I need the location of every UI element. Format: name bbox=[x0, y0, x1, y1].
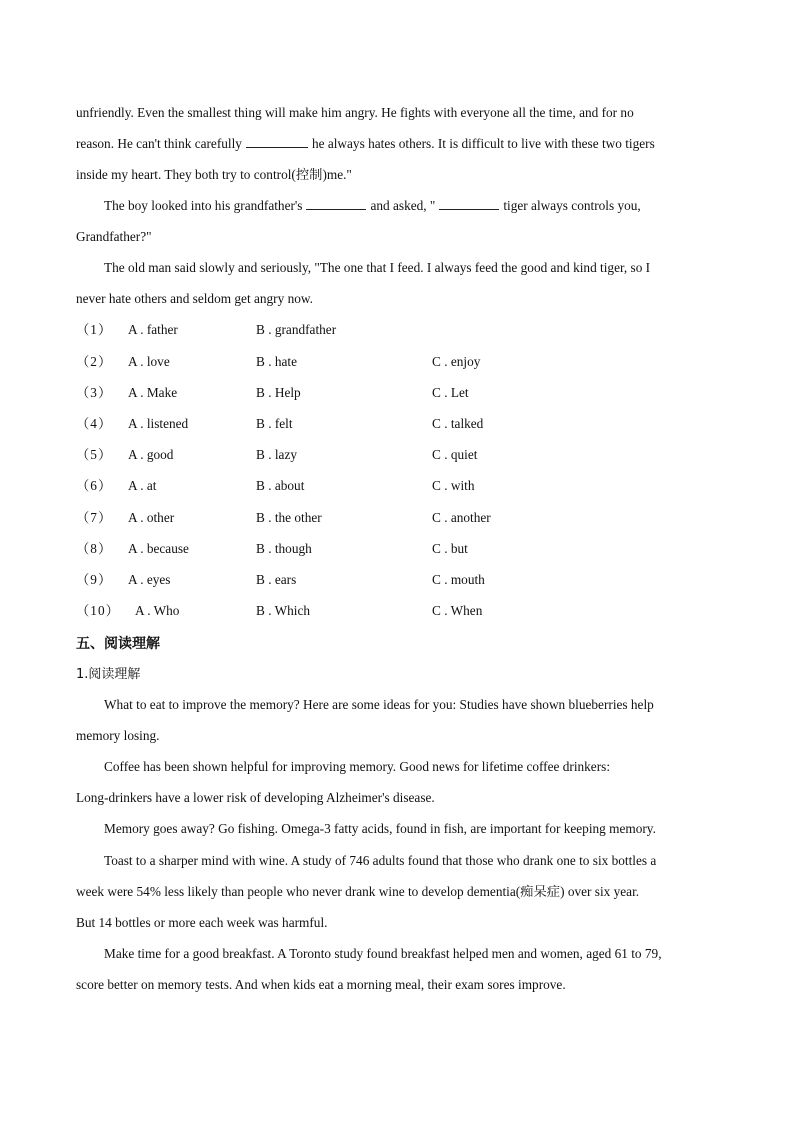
option-c[interactable]: C . another bbox=[432, 510, 491, 525]
passage-line: unfriendly. Even the smallest thing will make him angry. He fights with everyone all the time, and for no bbox=[76, 105, 634, 120]
reading-line: Toast to a sharper mind with wine. A study of 746 adults found that those who drank one to six bottles a bbox=[104, 853, 657, 868]
answer-blank bbox=[306, 198, 366, 210]
option-a[interactable]: A . Who bbox=[135, 603, 180, 618]
question-number: （3） bbox=[76, 385, 113, 400]
question-number: （5） bbox=[76, 447, 113, 462]
reading-line: Memory goes away? Go fishing. Omega-3 fatty acids, found in fish, are important for keeping memory. bbox=[104, 821, 656, 836]
reading-line: Long-drinkers have a lower risk of developing Alzheimer's disease. bbox=[76, 790, 435, 805]
option-b[interactable]: B . grandfather bbox=[256, 322, 337, 337]
option-b[interactable]: B . lazy bbox=[256, 447, 297, 462]
passage-text: reason. He can't think carefully bbox=[76, 136, 242, 151]
passage-line: The old man said slowly and seriously, "The one that I feed. I always feed the good and kind tiger, so I bbox=[104, 260, 651, 275]
option-b[interactable]: B . about bbox=[256, 478, 305, 493]
section-heading: 五、阅读理解 bbox=[76, 636, 160, 652]
option-b[interactable]: B . though bbox=[256, 541, 312, 556]
option-b[interactable]: B . ears bbox=[256, 572, 297, 587]
reading-line: memory losing. bbox=[76, 728, 160, 743]
passage-line: inside my heart. They both try to control(控制)me." bbox=[76, 167, 352, 182]
passage-text: and asked, " bbox=[370, 198, 436, 213]
question-number: （7） bbox=[76, 510, 113, 525]
option-a[interactable]: A . good bbox=[128, 447, 174, 462]
reading-line: Coffee has been shown helpful for improving memory. Good news for lifetime coffee drinkers: bbox=[104, 759, 611, 774]
passage-line bbox=[104, 198, 641, 214]
option-c[interactable]: C . but bbox=[432, 541, 468, 556]
option-a[interactable]: A . other bbox=[128, 510, 175, 525]
passage-line: never hate others and seldom get angry now. bbox=[76, 291, 313, 306]
reading-line: score better on memory tests. And when kids eat a morning meal, their exam sores improve. bbox=[76, 977, 566, 992]
reading-line: Make time for a good breakfast. A Toronto study found breakfast helped men and women, aged 61 to 79, bbox=[104, 946, 662, 961]
passage-text: The boy looked into his grandfather's bbox=[104, 198, 303, 213]
option-a[interactable]: A . listened bbox=[128, 416, 189, 431]
question-number: （4） bbox=[76, 416, 113, 431]
option-row bbox=[76, 447, 596, 463]
answer-blank bbox=[246, 136, 308, 148]
question-heading: 1.阅读理解 bbox=[76, 667, 141, 682]
option-c[interactable]: C . talked bbox=[432, 416, 484, 431]
reading-line: week were 54% less likely than people who never drank wine to develop dementia(痴呆症) over six year. bbox=[76, 884, 640, 899]
option-b[interactable]: B . Help bbox=[256, 385, 301, 400]
option-c[interactable]: C . with bbox=[432, 478, 475, 493]
option-a[interactable]: A . father bbox=[128, 322, 178, 337]
question-number: （6） bbox=[76, 478, 113, 493]
option-a[interactable]: A . Make bbox=[128, 385, 178, 400]
option-a[interactable]: A . love bbox=[128, 354, 170, 369]
option-c[interactable]: C . Let bbox=[432, 385, 469, 400]
passage-text: tiger always controls you, bbox=[503, 198, 641, 213]
option-row bbox=[76, 322, 596, 338]
option-row bbox=[76, 572, 596, 588]
option-c[interactable]: C . When bbox=[432, 603, 483, 618]
option-a[interactable]: A . because bbox=[128, 541, 189, 556]
option-b[interactable]: B . felt bbox=[256, 416, 293, 431]
option-a[interactable]: A . eyes bbox=[128, 572, 171, 587]
option-row bbox=[76, 416, 596, 432]
question-number: （10） bbox=[76, 603, 120, 618]
option-row bbox=[76, 510, 596, 526]
reading-line: What to eat to improve the memory? Here are some ideas for you: Studies have shown blueberries help bbox=[104, 697, 654, 712]
passage-line bbox=[76, 136, 655, 152]
option-row bbox=[76, 603, 596, 619]
option-c[interactable]: C . quiet bbox=[432, 447, 478, 462]
option-c[interactable]: C . mouth bbox=[432, 572, 485, 587]
question-number: （1） bbox=[76, 322, 113, 337]
option-row bbox=[76, 478, 596, 494]
question-number: （8） bbox=[76, 541, 113, 556]
option-row bbox=[76, 354, 596, 370]
option-b[interactable]: B . hate bbox=[256, 354, 297, 369]
passage-text: he always hates others. It is difficult to live with these two tigers bbox=[311, 136, 655, 151]
option-row bbox=[76, 541, 596, 557]
option-b[interactable]: B . Which bbox=[256, 603, 311, 618]
option-c[interactable]: C . enjoy bbox=[432, 354, 481, 369]
option-a[interactable]: A . at bbox=[128, 478, 157, 493]
question-number: （9） bbox=[76, 572, 113, 587]
passage-line: Grandfather?" bbox=[76, 229, 152, 244]
answer-blank bbox=[439, 198, 499, 210]
question-number: （2） bbox=[76, 354, 113, 369]
option-row bbox=[76, 385, 596, 401]
reading-line: But 14 bottles or more each week was harmful. bbox=[76, 915, 328, 930]
option-b[interactable]: B . the other bbox=[256, 510, 322, 525]
